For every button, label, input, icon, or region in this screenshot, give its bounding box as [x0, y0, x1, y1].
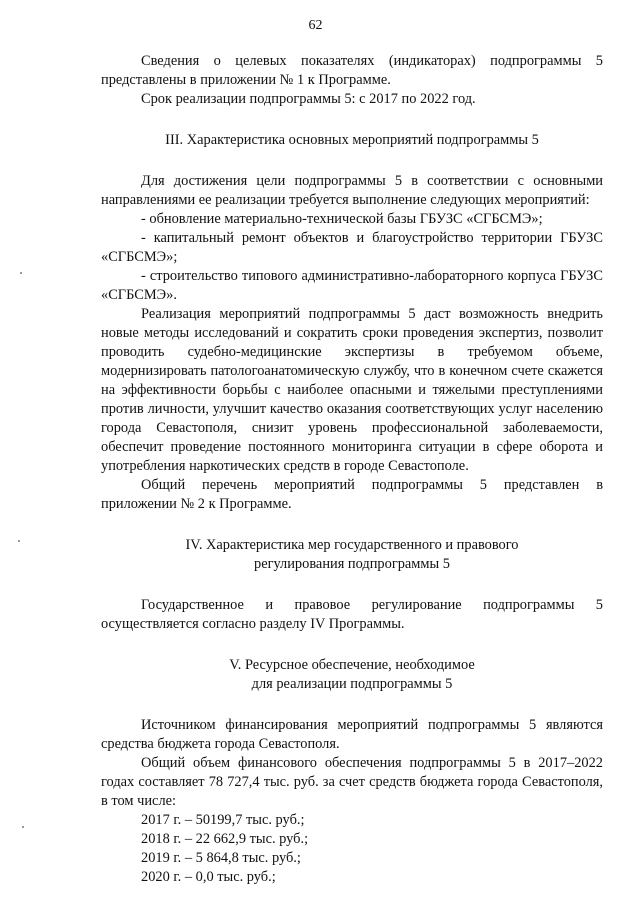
paragraph-regulation: Государственное и правовое регулирование подпрограммы 5 осуществляется согласно разделу IV Программы.: [101, 597, 603, 632]
funding-year-2019: 2019 г. – 5 864,8 тыс. руб.;: [141, 850, 301, 866]
page-number: 62: [308, 18, 323, 33]
heading-line: V. Ресурсное обеспечение, необходимое: [229, 657, 475, 673]
scan-speck: [18, 540, 20, 542]
paragraph-term: Срок реализации подпрограммы 5: с 2017 по 2022 год.: [141, 91, 476, 107]
funding-year-2020: 2020 г. – 0,0 тыс. руб.;: [141, 869, 276, 885]
list-item: - капитальный ремонт объектов и благоустройство территории ГБУЗС «СГБСМЭ»;: [101, 230, 603, 265]
paragraph-measures-intro: Для достижения цели подпрограммы 5 в соответствии с основными направлениями ее реализации требуется выполнение следующих мероприятий:: [101, 173, 603, 208]
paragraph-funding-total: Общий объем финансового обеспечения подпрограммы 5 в 2017–2022 годах составляет 78 727,4 тыс. руб. за счет средств бюджета города Севастополя, в том числе:: [101, 755, 603, 809]
section-heading-v: [101, 656, 603, 694]
heading-line: регулирования подпрограммы 5: [254, 556, 450, 572]
list-item: - обновление материально-технической базы ГБУЗС «СГБСМЭ»;: [141, 211, 543, 227]
page-content: [101, 52, 603, 887]
scan-speck: [22, 826, 24, 828]
section-heading-iii: III. Характеристика основных мероприятий подпрограммы 5: [165, 132, 539, 148]
scan-speck: [20, 272, 22, 274]
list-item: - строительство типового административно-лабораторного корпуса ГБУЗС «СГБСМЭ».: [101, 268, 603, 303]
heading-line: для реализации подпрограммы 5: [251, 676, 453, 692]
paragraph-indicators: Сведения о целевых показателях (индикаторах) подпрограммы 5 представлены в приложении № 1 к Программе.: [101, 53, 603, 88]
funding-year-2017: 2017 г. – 50199,7 тыс. руб.;: [141, 812, 305, 828]
section-heading-iv: [101, 536, 603, 574]
paragraph-list-reference: Общий перечень мероприятий подпрограммы 5 представлен в приложении № 2 к Программе.: [101, 477, 603, 512]
funding-year-2018: 2018 г. – 22 662,9 тыс. руб.;: [141, 831, 309, 847]
heading-line: IV. Характеристика мер государственного и правового: [185, 537, 519, 553]
paragraph-implementation: Реализация мероприятий подпрограммы 5 даст возможность внедрить новые методы исследований и сократить сроки проведения экспертиз, позволит проводить судебно-медицинские экспертизы в требуемом объеме, модернизировать патологоанатомическую службу, что в конечном счете скажется на эффективности борьбы с наиболее опасными и тяжелыми преступлениями против личности, улучшит качество оказания соответствующих услуг населению города Севастополя, снизит уровень профессиональной заболеваемости, обеспечит проведение постоянного мониторинга ситуации в сфере оборота и употребления наркотических средств в городе Севастополе.: [101, 306, 603, 474]
paragraph-funding-source: Источником финансирования мероприятий подпрограммы 5 являются средства бюджета города Севастополя.: [101, 717, 603, 752]
